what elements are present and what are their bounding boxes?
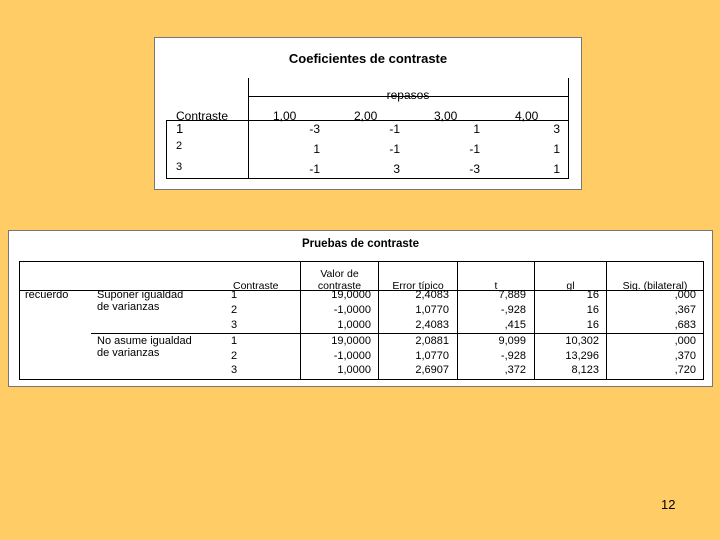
t-cell: -,928 <box>500 304 526 316</box>
tests-title: Pruebas de contraste <box>302 238 419 250</box>
std-error-cell: 2,4083 <box>415 319 449 331</box>
contrast-number: 1 <box>231 335 238 347</box>
contrast-number: 3 <box>176 161 183 173</box>
sig-cell: ,000 <box>674 289 696 301</box>
coefficient-cell: 1 <box>473 122 480 136</box>
rule <box>703 261 704 379</box>
df-cell: 16 <box>586 319 599 331</box>
rule <box>534 261 535 379</box>
rule <box>248 78 249 178</box>
value-cell: -1,0000 <box>333 350 371 362</box>
contrast-number: 2 <box>231 350 238 362</box>
df-cell: 16 <box>586 304 599 316</box>
header-error-tipico: Error típico <box>392 280 444 292</box>
std-error-cell: 2,6907 <box>415 364 449 376</box>
std-error-cell: 1,0770 <box>415 304 449 316</box>
rule <box>19 379 704 380</box>
value-cell: 1,0000 <box>337 364 371 376</box>
header-sig: Sig. (bilateral) <box>622 280 688 292</box>
value-cell: 1,0000 <box>337 319 371 331</box>
coefficient-cell: 1 <box>553 162 560 176</box>
rule <box>457 261 458 379</box>
rule <box>166 178 569 179</box>
contrast-coefficients-panel <box>154 37 582 190</box>
coefficient-cell: -1 <box>389 142 400 156</box>
contrast-number: 2 <box>176 140 183 152</box>
coefficients-title: Coeficientes de contraste <box>288 51 448 66</box>
t-cell: ,372 <box>504 364 526 376</box>
df-cell: 10,302 <box>565 335 599 347</box>
contrast-number: 2 <box>231 304 238 316</box>
coefficient-cell: -3 <box>469 162 480 176</box>
header-contraste: Contraste <box>233 280 279 292</box>
sig-cell: ,000 <box>674 335 696 347</box>
coefficient-cell: 1 <box>313 142 320 156</box>
coefficient-cell: -1 <box>469 142 480 156</box>
group-label: No asume igualdad <box>97 335 192 347</box>
header-valor-de: Valor de <box>320 268 359 280</box>
sig-cell: ,367 <box>674 304 696 316</box>
contrast-tests-panel <box>8 230 713 387</box>
std-error-cell: 2,4083 <box>415 289 449 301</box>
contrast-number: 1 <box>176 121 184 136</box>
header-gl: gl <box>566 280 575 292</box>
coefficient-cell: 3 <box>553 122 560 136</box>
rule <box>568 78 569 178</box>
coefficient-cell: -1 <box>309 162 320 176</box>
variable-label: recuerdo <box>25 289 69 301</box>
t-cell: -,928 <box>500 350 526 362</box>
contrast-number: 3 <box>231 364 238 376</box>
column-header: 3,00 <box>434 109 458 123</box>
column-header: 1,00 <box>273 109 297 123</box>
rule <box>606 261 607 379</box>
coefficient-cell: 3 <box>393 162 400 176</box>
sig-cell: ,683 <box>674 319 696 331</box>
rule <box>166 120 167 178</box>
group-header-repasos: repasos <box>386 88 430 102</box>
header-t: t <box>494 280 498 292</box>
value-cell: 19,0000 <box>331 289 371 301</box>
rule <box>19 261 704 262</box>
coefficient-cell: 1 <box>553 142 560 156</box>
sig-cell: ,370 <box>674 350 696 362</box>
group-label: de varianzas <box>97 347 160 359</box>
page-number: 12 <box>661 497 676 512</box>
contrast-number: 1 <box>231 289 238 301</box>
sig-cell: ,720 <box>674 364 696 376</box>
coefficient-cell: -3 <box>309 122 320 136</box>
coefficient-cell: -1 <box>389 122 400 136</box>
t-cell: 9,099 <box>498 335 526 347</box>
rule <box>91 333 704 334</box>
group-label: Suponer igualdad <box>97 289 184 301</box>
value-cell: 19,0000 <box>331 335 371 347</box>
t-cell: ,415 <box>504 319 526 331</box>
header-contraste-value: contraste <box>317 280 362 292</box>
contrast-number: 3 <box>231 319 238 331</box>
rule <box>378 261 379 379</box>
value-cell: -1,0000 <box>333 304 371 316</box>
df-cell: 16 <box>586 289 599 301</box>
std-error-cell: 2,0881 <box>415 335 449 347</box>
column-header: 2,00 <box>354 109 378 123</box>
df-cell: 8,123 <box>571 364 599 376</box>
rule <box>19 261 20 379</box>
df-cell: 13,296 <box>565 350 599 362</box>
std-error-cell: 1,0770 <box>415 350 449 362</box>
row-header-contraste: Contraste <box>176 109 229 123</box>
group-label: de varianzas <box>97 301 160 313</box>
t-cell: 7,889 <box>498 289 526 301</box>
column-header: 4,00 <box>515 109 539 123</box>
